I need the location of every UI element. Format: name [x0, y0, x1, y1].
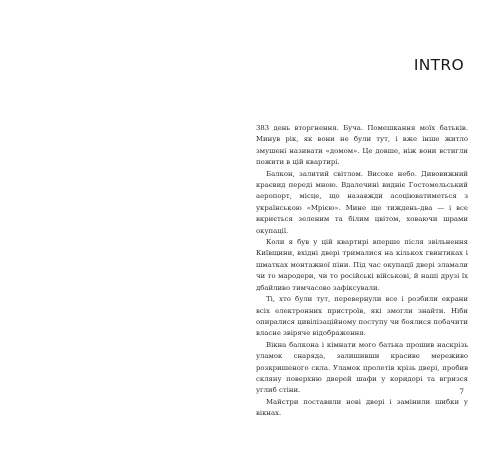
paragraph: Майстри поставили нові двері і замінили шибки у вікнах.: [256, 397, 468, 418]
paragraph: Коли я був у цій квартирі вперше після звільнення Київщини, вхідні двері трималися на кількох гвинтиках і шматках монтажної піни. Під час окупації двері зламали чи то мародери, чи то російські військові, й наші друзі їх дбайливо тимчасово зафіксували.: [256, 238, 468, 292]
paragraph: Балкон, залитий світлом. Високе небо. Дивовижний краєвид переді мною. Вдалечині видніє Гостомельський аеропорт, місце, що назавжди асоціюватиметься з українською «Мрією». Мине ще тиждень-два — і все вкриється зеленим та білим цвітом, ховаючи шрами окупації.: [256, 169, 468, 235]
paragraph: 383 день вторгнення. Буча. Помешкання моїх батьків. Минув рік, як вони не були тут, і вже інше житло змушені називати «домом». Це довше, ніж вони встигли пожити в цій квартирі.: [256, 124, 468, 167]
page-number: 7: [459, 387, 464, 396]
paragraph: Вікна балкона і кімнати мого батька прошив наскрізь уламок снаряда, залишивши красиве мереживо розкришеного скла. Уламок пролетів крізь двері, пробив скляну поверхню дверей шафи у коридорі та вгризся углиб стіни.: [256, 340, 468, 395]
chapter-title: INTRO: [413, 56, 464, 74]
paragraph: Ті, хто були тут, перевернули все і розбили екрани всіх електронних пристроїв, які змогли знайти. Ніби опиралися цивілізаційному поступу чи боялися побачити власне звіряче відображення.: [256, 295, 468, 338]
body-text: [256, 123, 468, 420]
